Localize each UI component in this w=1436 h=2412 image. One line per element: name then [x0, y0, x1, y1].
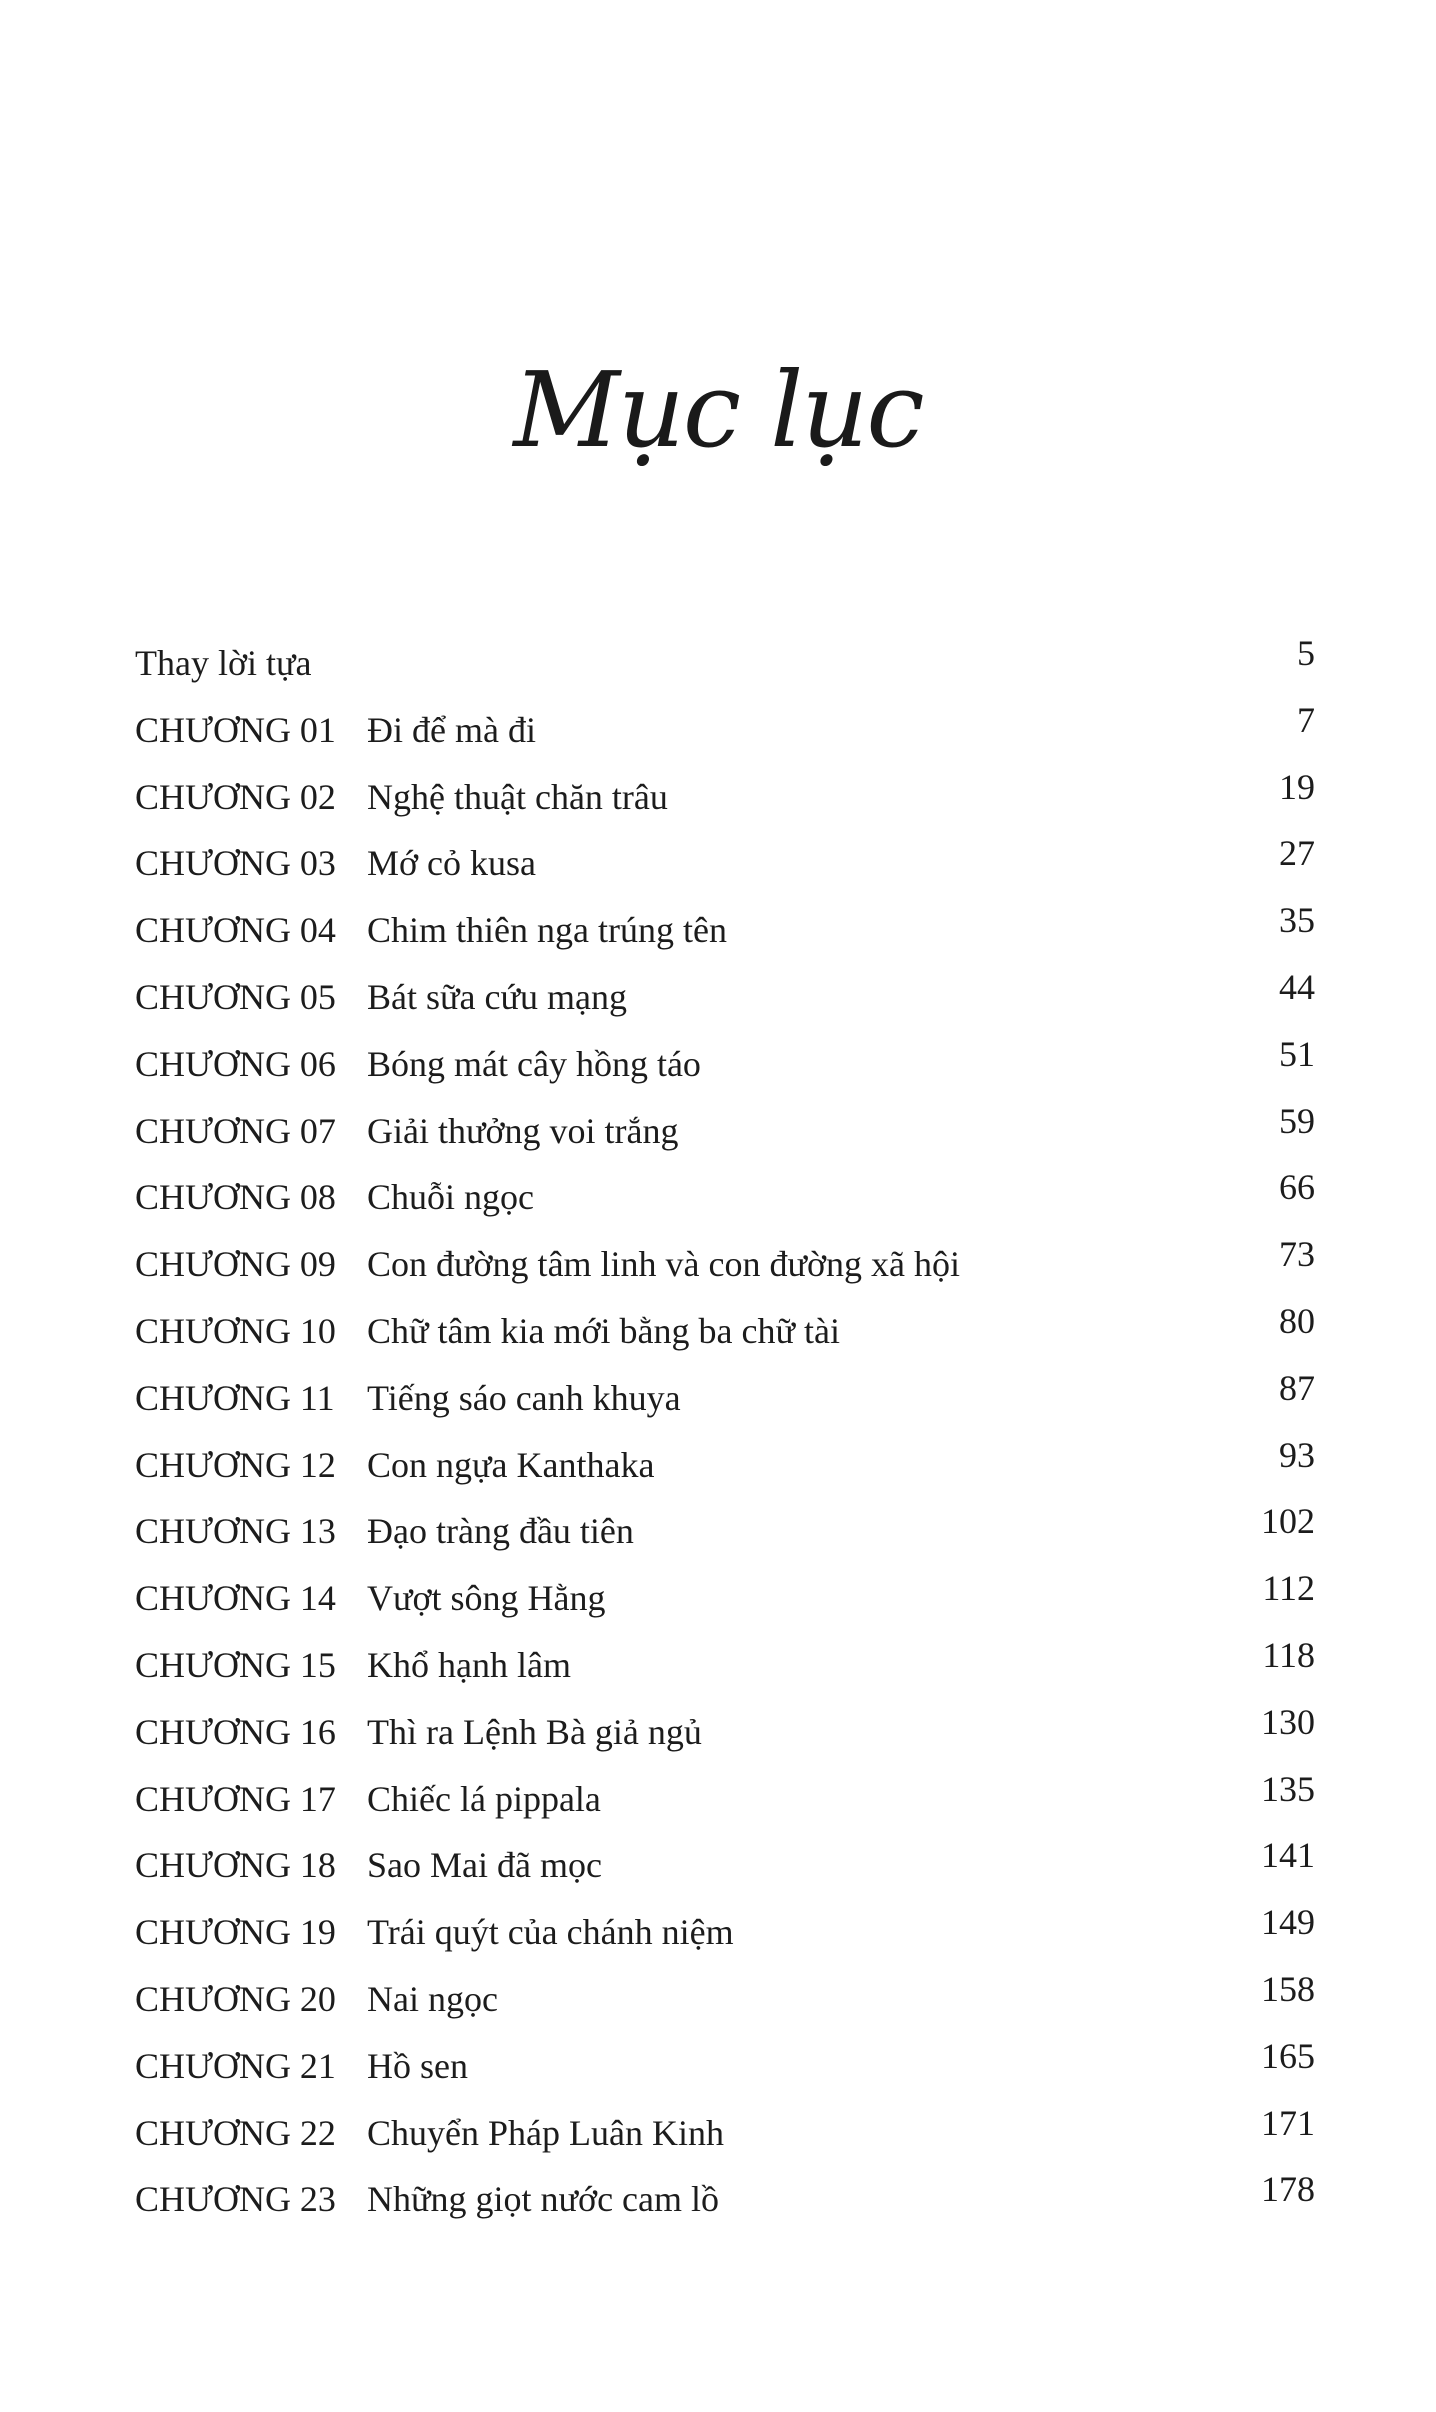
- toc-row[interactable]: [135, 2033, 1315, 2100]
- toc-chapter-label: CHƯƠNG 05: [135, 976, 336, 1017]
- toc-row[interactable]: [135, 1766, 1315, 1833]
- toc-row[interactable]: [135, 1298, 1315, 1365]
- toc-entry-title: Chiếc lá pippala: [367, 1778, 601, 1819]
- page-title: Mục lục: [513, 349, 923, 471]
- toc-page-number: 178: [1261, 2169, 1315, 2210]
- toc-page-number: 5: [1297, 633, 1315, 673]
- toc-chapter-label: CHƯƠNG 04: [135, 910, 336, 951]
- toc-row[interactable]: [135, 2100, 1315, 2167]
- toc-entry-title: Nghệ thuật chăn trâu: [367, 776, 668, 817]
- toc-row[interactable]: [135, 1632, 1315, 1699]
- toc-entry-title: Đạo tràng đầu tiên: [367, 1511, 634, 1552]
- toc-page-number: 149: [1261, 1902, 1315, 1943]
- toc-page-number: 87: [1279, 1367, 1315, 1408]
- toc-entry-title: Chuyển Pháp Luân Kinh: [367, 2112, 724, 2153]
- toc-chapter-label: CHƯƠNG 11: [135, 1377, 335, 1418]
- toc-entry-title: Giải thưởng voi trắng: [367, 1110, 679, 1151]
- toc-chapter-label: CHƯƠNG 16: [135, 1711, 336, 1752]
- toc-page-number: 93: [1279, 1434, 1315, 1475]
- table-of-contents: [135, 630, 1315, 2233]
- toc-page-number: 141: [1261, 1835, 1315, 1876]
- toc-entry-title: Tiếng sáo canh khuya: [367, 1377, 681, 1418]
- toc-row[interactable]: [135, 1031, 1315, 1098]
- toc-entry-title: Đi để mà đi: [367, 709, 536, 750]
- toc-page-number: 130: [1261, 1701, 1315, 1742]
- toc-entry-title: Chim thiên nga trúng tên: [367, 910, 727, 951]
- toc-page-number: 112: [1262, 1568, 1315, 1609]
- toc-chapter-label: CHƯƠNG 09: [135, 1244, 336, 1285]
- toc-row[interactable]: [135, 697, 1315, 764]
- toc-page-number: 80: [1279, 1300, 1315, 1341]
- toc-page-number: 44: [1279, 966, 1315, 1007]
- toc-page-number: 51: [1279, 1033, 1315, 1074]
- toc-entry-title: Chuỗi ngọc: [367, 1177, 534, 1218]
- toc-row[interactable]: [135, 830, 1315, 897]
- toc-row[interactable]: [135, 1565, 1315, 1632]
- toc-chapter-label: CHƯƠNG 22: [135, 2112, 336, 2153]
- toc-page-number: 118: [1262, 1634, 1315, 1675]
- toc-chapter-label: CHƯƠNG 21: [135, 2045, 336, 2086]
- toc-row[interactable]: [135, 1899, 1315, 1966]
- toc-row[interactable]: [135, 1231, 1315, 1298]
- toc-row[interactable]: [135, 897, 1315, 964]
- toc-chapter-label: CHƯƠNG 13: [135, 1511, 336, 1552]
- toc-page-number: 73: [1279, 1234, 1315, 1275]
- toc-page-number: 165: [1261, 2035, 1315, 2076]
- toc-row[interactable]: [135, 1498, 1315, 1565]
- toc-row[interactable]: [135, 764, 1315, 831]
- toc-entry-title: Thì ra Lệnh Bà giả ngủ: [367, 1711, 702, 1752]
- toc-row[interactable]: [135, 1164, 1315, 1231]
- toc-chapter-label: CHƯƠNG 01: [135, 709, 336, 750]
- toc-chapter-label: CHƯƠNG 14: [135, 1578, 336, 1619]
- toc-page-number: 66: [1279, 1167, 1315, 1208]
- toc-row[interactable]: [135, 2166, 1315, 2233]
- toc-entry-title: Vượt sông Hằng: [367, 1578, 606, 1619]
- toc-row[interactable]: [135, 1832, 1315, 1899]
- toc-row[interactable]: [135, 1432, 1315, 1499]
- toc-chapter-label: CHƯƠNG 02: [135, 776, 336, 817]
- toc-entry-title: Con ngựa Kanthaka: [367, 1444, 655, 1485]
- toc-entry-title: Bóng mát cây hồng táo: [367, 1043, 701, 1084]
- toc-chapter-label: CHƯƠNG 23: [135, 2179, 336, 2220]
- toc-entry-title: Con đường tâm linh và con đường xã hội: [367, 1244, 961, 1285]
- toc-chapter-label: CHƯƠNG 17: [135, 1778, 336, 1819]
- toc-chapter-label: CHƯƠNG 20: [135, 1978, 336, 2019]
- toc-page-number: 35: [1279, 900, 1315, 941]
- toc-row[interactable]: [135, 1365, 1315, 1432]
- toc-chapter-label: CHƯƠNG 06: [135, 1043, 336, 1084]
- toc-row[interactable]: [135, 964, 1315, 1031]
- toc-chapter-label: CHƯƠNG 19: [135, 1912, 336, 1953]
- toc-chapter-label: CHƯƠNG 12: [135, 1444, 336, 1485]
- toc-page-number: 27: [1279, 833, 1315, 874]
- toc-page-number: 59: [1279, 1100, 1315, 1141]
- toc-row[interactable]: [135, 1699, 1315, 1766]
- toc-chapter-label: CHƯƠNG 15: [135, 1644, 336, 1685]
- toc-page-number: 7: [1297, 699, 1315, 740]
- toc-chapter-label: CHƯƠNG 18: [135, 1845, 336, 1886]
- toc-page-number: 19: [1279, 766, 1315, 807]
- toc-chapter-label: CHƯƠNG 10: [135, 1310, 336, 1351]
- toc-entry-title: Hồ sen: [367, 2045, 468, 2086]
- toc-entry-title: Mớ cỏ kusa: [367, 843, 537, 884]
- toc-entry-title: Trái quýt của chánh niệm: [367, 1912, 734, 1953]
- toc-entry-title: Những giọt nước cam lồ: [367, 2179, 720, 2220]
- toc-page-number: 158: [1261, 1968, 1315, 2009]
- toc-entry-title: Nai ngọc: [367, 1978, 498, 2019]
- toc-chapter-label: CHƯƠNG 03: [135, 843, 336, 884]
- toc-entry-title: Sao Mai đã mọc: [367, 1845, 602, 1886]
- toc-page-number: 102: [1261, 1501, 1315, 1542]
- toc-row[interactable]: [135, 1966, 1315, 2033]
- toc-page-number: 135: [1261, 1768, 1315, 1809]
- toc-chapter-label: CHƯƠNG 08: [135, 1177, 336, 1218]
- toc-row[interactable]: [135, 630, 1315, 697]
- toc-page-number: 171: [1261, 2102, 1315, 2143]
- toc-entry-title: Bát sữa cứu mạng: [367, 976, 627, 1017]
- toc-chapter-label: CHƯƠNG 07: [135, 1110, 336, 1151]
- toc-entry-title: Chữ tâm kia mới bằng ba chữ tài: [367, 1310, 840, 1351]
- toc-entry-title: Thay lời tựa: [135, 643, 312, 683]
- toc-entry-title: Khổ hạnh lâm: [367, 1644, 571, 1685]
- toc-row[interactable]: [135, 1098, 1315, 1165]
